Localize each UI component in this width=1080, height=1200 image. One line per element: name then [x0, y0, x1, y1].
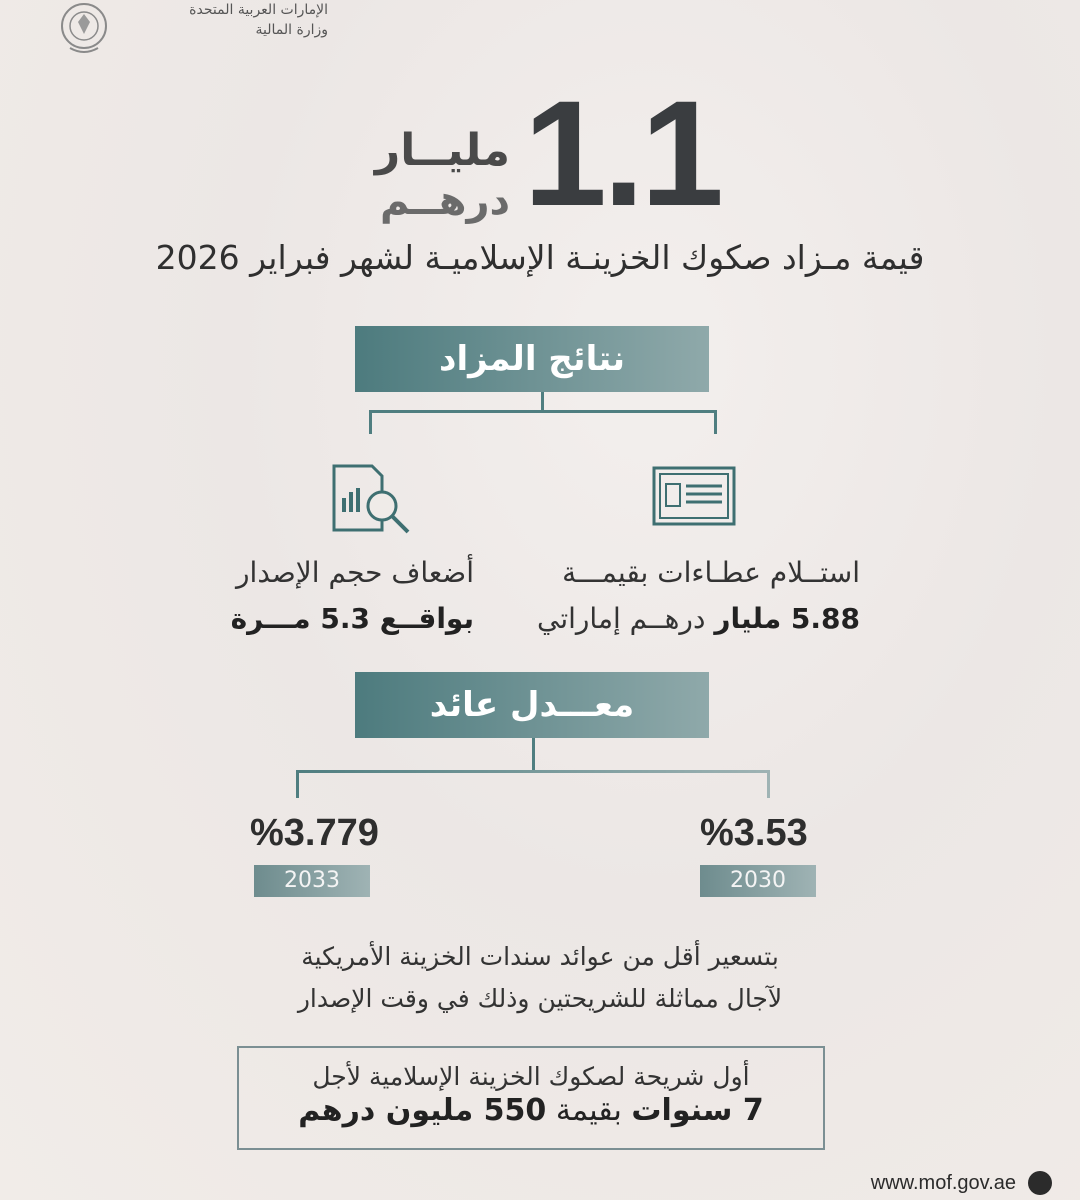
uae-emblem-icon [48, 0, 120, 56]
ministry-header [128, 0, 328, 40]
yield-rate-2030: %3.53 [700, 812, 808, 854]
first-tranche-line1: أول شريحة لصكوك الخزينة الإسلامية لأجل [312, 1062, 750, 1091]
bids-line1: استــلام عطـاءات بقيمـــة [562, 556, 860, 589]
website-link[interactable]: www.mof.gov.ae [870, 1172, 1016, 1194]
bids-amount: 5.88 مليار [714, 602, 860, 635]
tenor-year-2030: 2030 [700, 865, 816, 897]
globe-icon [1028, 1171, 1052, 1195]
connector-line [369, 410, 717, 413]
value-unit-billion: مليــار [374, 125, 510, 176]
connector-line [369, 410, 372, 434]
country-name: الإمارات العربية المتحدة [189, 2, 328, 18]
yield-rate-2033: %3.779 [250, 812, 379, 854]
first-tranche-amount: 550 مليون درهم [298, 1093, 547, 1128]
yield-rate-banner: معـــدل عائد [355, 672, 709, 738]
tenor-year-2033: 2033 [254, 865, 370, 897]
certificate-icon [652, 466, 736, 526]
first-tranche-tenor: 7 سنوات [631, 1093, 764, 1128]
connector-line [767, 770, 770, 798]
oversubscription-stat [231, 550, 474, 642]
oversubscription-line1: أضعاف حجم الإصدار [236, 556, 474, 589]
value-unit-dirham: درهــم [380, 178, 510, 224]
auction-results-banner: نتائج المزاد [355, 326, 709, 392]
pricing-note-line1: بتسعير أقل من عوائد سندات الخزينة الأمريكية [301, 942, 779, 971]
bids-amount-line [537, 596, 860, 642]
oversubscription-value-line [231, 596, 474, 642]
connector-line [296, 770, 770, 773]
connector-line [532, 738, 535, 772]
oversubscription-value: بواقــع 5.3 مـــرة [230, 602, 474, 635]
connector-line [541, 392, 544, 412]
hero-caption: قيمة مـزاد صكوك الخزينـة الإسلاميـة لشهر فبراير 2026 [155, 238, 925, 277]
pricing-note [0, 936, 1080, 1020]
first-tranche-mid: بقيمة [555, 1093, 622, 1128]
bids-currency: درهــم إماراتي [536, 602, 706, 635]
bids-received-stat [537, 550, 860, 642]
connector-line [296, 770, 299, 798]
first-tranche-box [237, 1046, 825, 1150]
ministry-name: وزارة المالية [255, 22, 328, 38]
first-tranche-line2 [239, 1093, 823, 1128]
report-magnifier-icon [330, 462, 414, 536]
connector-line [714, 410, 717, 434]
pricing-note-line2: لآجال مماثلة للشريحتين وذلك في وقت الإصدار [297, 984, 783, 1013]
auction-value: 1.1 [523, 69, 720, 237]
